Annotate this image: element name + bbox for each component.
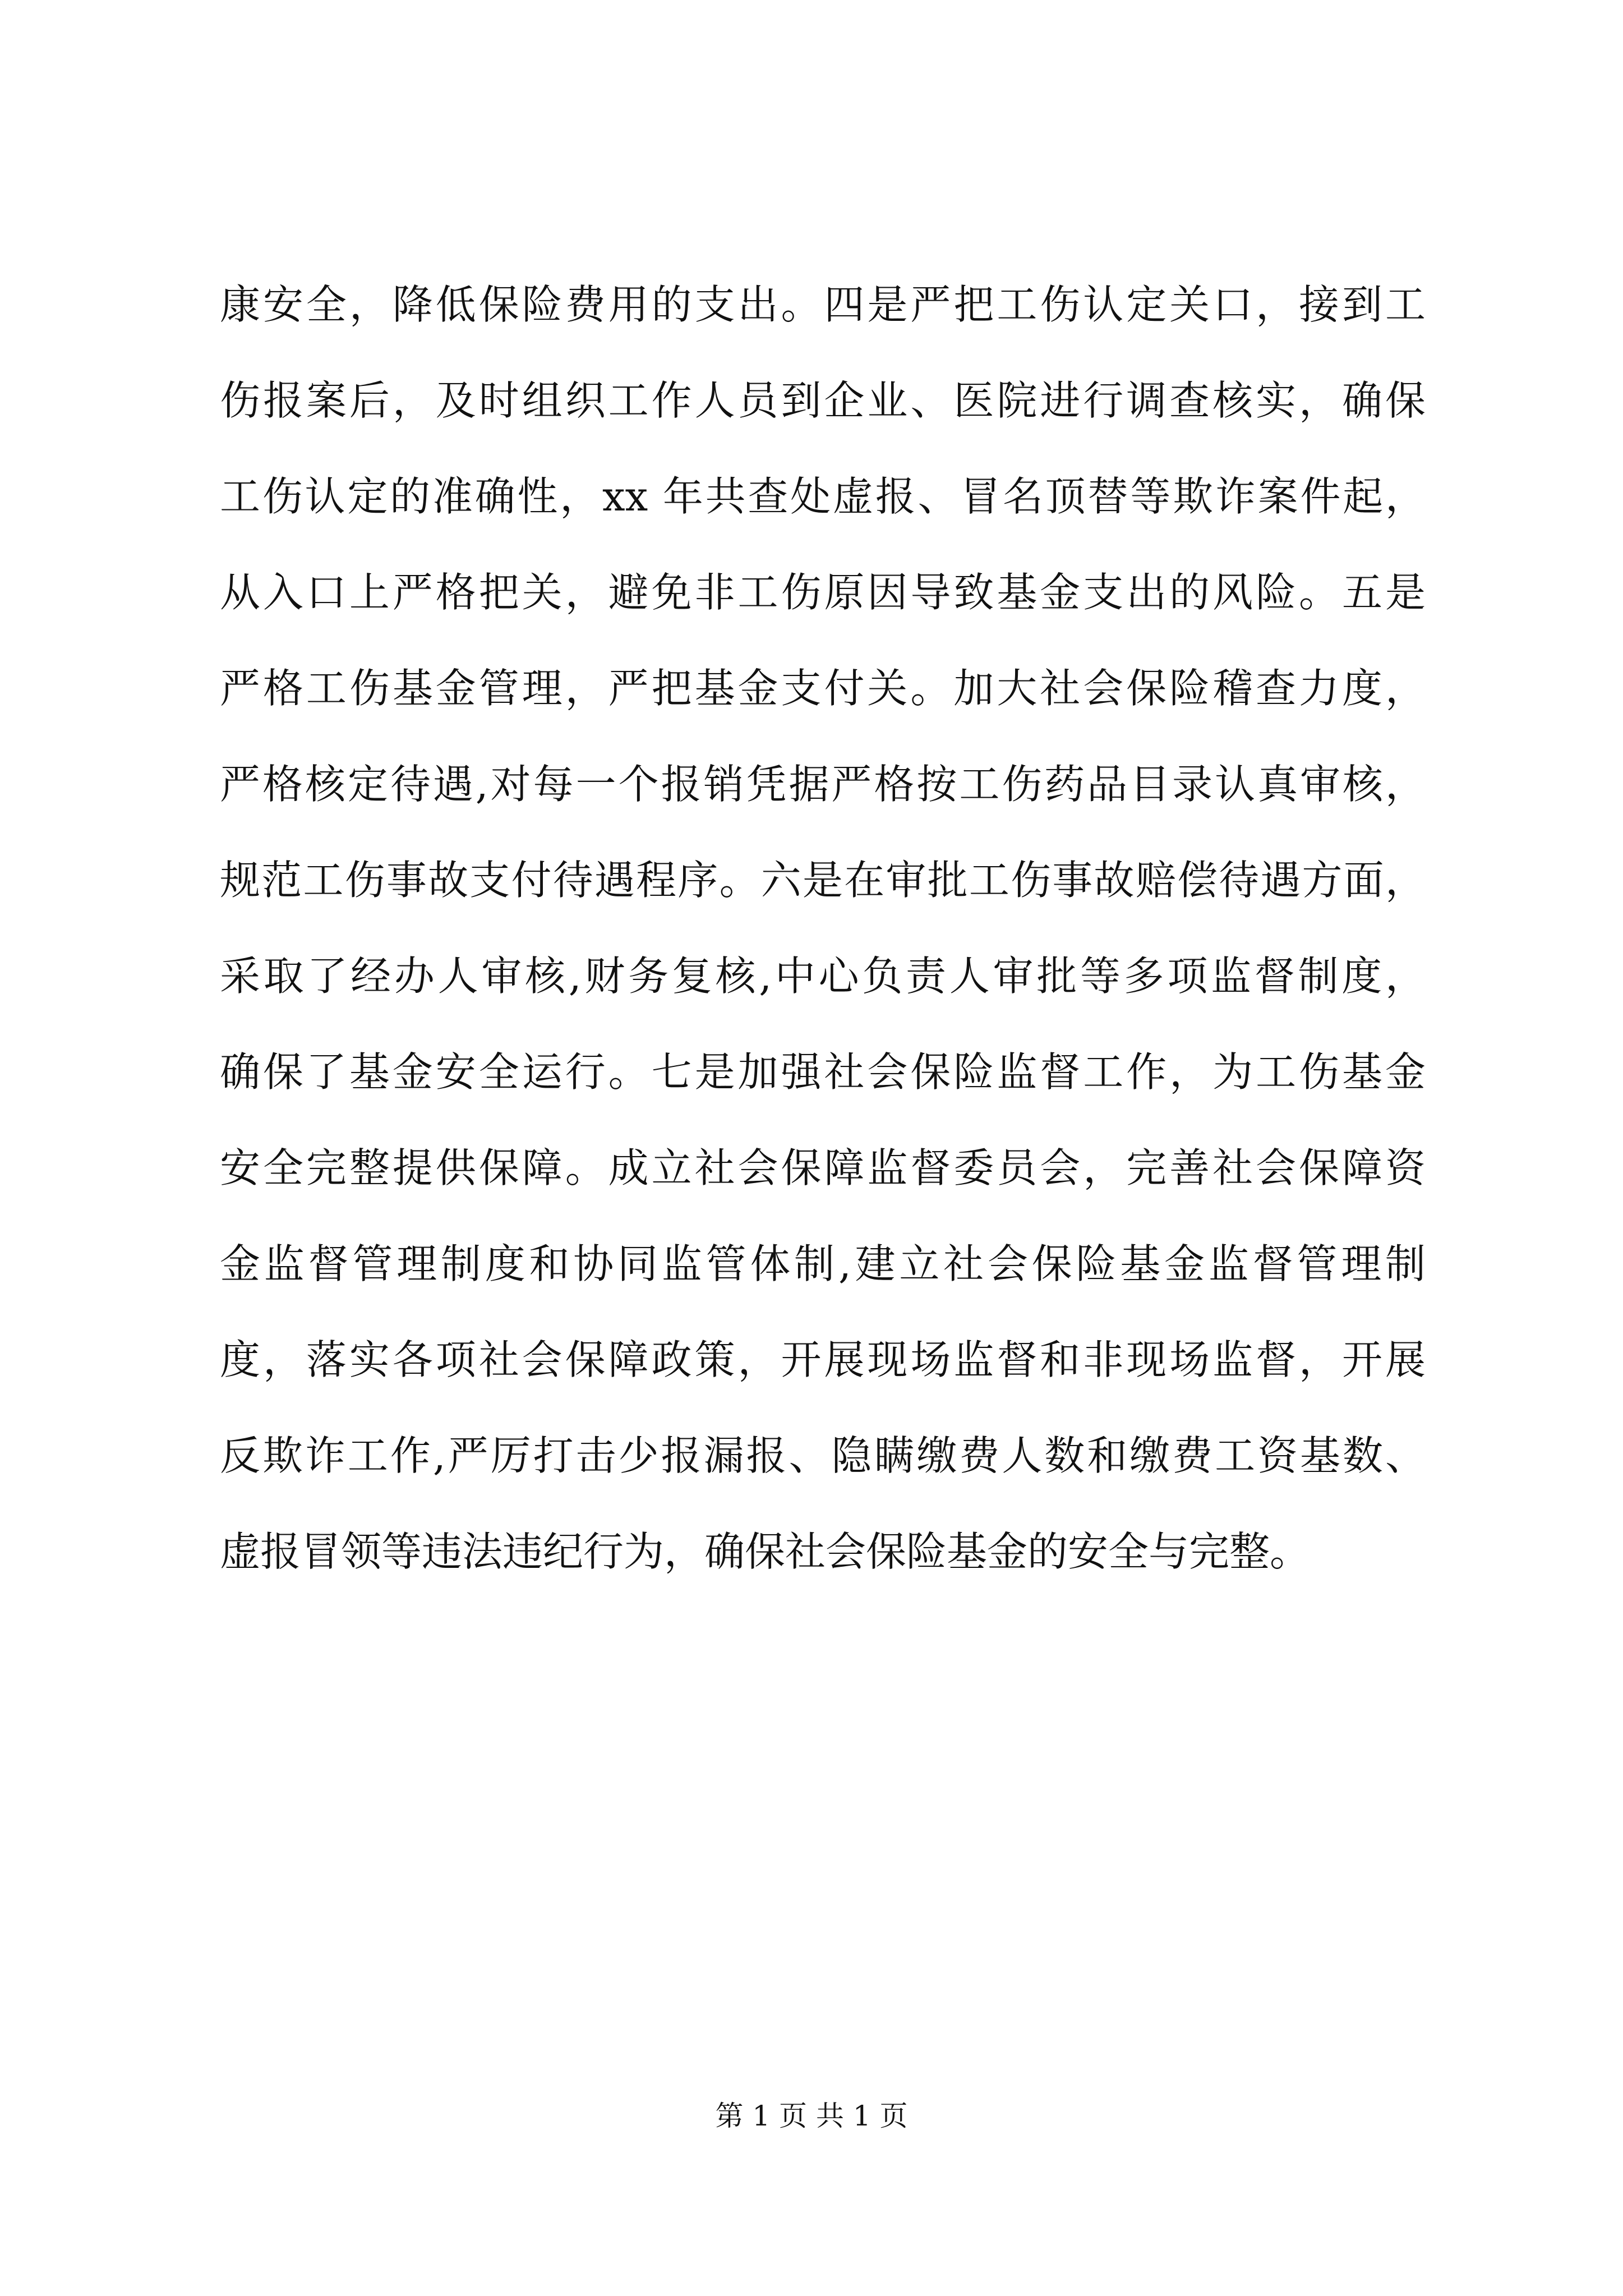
text-line: 虚报冒领等违法违纪行为，确保社会保险基金的安全与完整。 [220, 1528, 1311, 1575]
text-line: 康安全，降低保险费用的支出。四是严把工伤认定关口，接到工 [220, 281, 1426, 328]
text-line: 从入口上严格把关，避免非工伤原因导致基金支出的风险。五是 [220, 569, 1426, 616]
page-footer [0, 2093, 1623, 2138]
text-line: 规范工伤事故支付待遇程序。六是在审批工伤事故赔偿待遇方面， [220, 857, 1426, 904]
text-line: 度，落实各项社会保障政策，开展现场监督和非现场监督，开展 [220, 1336, 1426, 1383]
text-line: 严格核定待遇,对每一个报销凭据严格按工伤药品目录认真审核， [220, 761, 1426, 808]
text-line: 采取了经办人审核,财务复核,中心负责人审批等多项监督制度， [220, 953, 1426, 1000]
page-number: 第 1 页 共 1 页 [715, 2100, 908, 2132]
text-line: 安全完整提供保障。成立社会保障监督委员会，完善社会保障资 [220, 1144, 1426, 1191]
text-line: 金监督管理制度和协同监管体制,建立社会保险基金监督管理制 [220, 1240, 1426, 1287]
body-paragraph [220, 257, 1426, 1600]
text-line: 确保了基金安全运行。七是加强社会保险监督工作，为工伤基金 [220, 1048, 1426, 1096]
text-line: 严格工伤基金管理，严把基金支付关。加大社会保险稽查力度， [220, 665, 1426, 712]
text-line: 反欺诈工作,严厉打击少报漏报、隐瞒缴费人数和缴费工资基数、 [220, 1432, 1426, 1479]
text-line: 伤报案后，及时组织工作人员到企业、医院进行调查核实，确保 [220, 377, 1426, 424]
text-line: 工伤认定的准确性，xx 年共查处虚报、冒名顶替等欺诈案件起， [220, 473, 1426, 520]
